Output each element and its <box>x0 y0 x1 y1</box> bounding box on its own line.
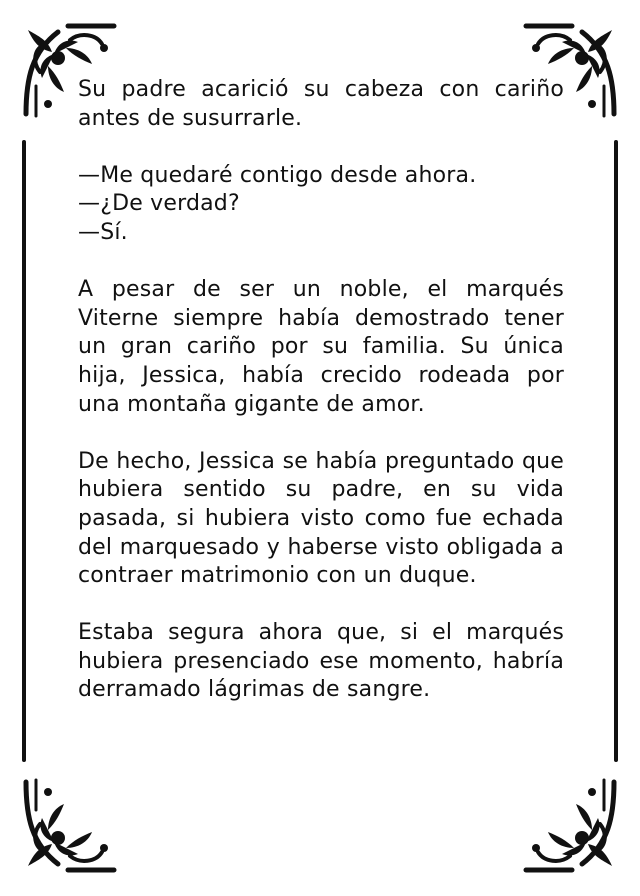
paragraph: Estaba segura ahora que, si el marqués hubiera presenciado ese momento, habría derramado lágrimas de sangre. <box>78 620 564 703</box>
dialogue-line: —Sí. <box>78 219 128 245</box>
corner-ornament-bottom-right <box>518 774 622 878</box>
corner-ornament-bottom-left <box>18 774 122 878</box>
paragraph: Su padre acarició su cabeza con cariño antes de susurrarle. <box>78 77 564 131</box>
paragraph: A pesar de ser un noble, el marqués Viterne siempre había demostrado tener un gran cariño por su familia. Su única hija, Jessica, había crecido rodeada por una montaña gigante de amor. <box>78 277 564 417</box>
body-text <box>78 76 564 705</box>
dialogue-line: —¿De verdad? <box>78 191 240 217</box>
border-left-line <box>22 140 26 762</box>
paragraph: De hecho, Jessica se había preguntado que hubiera sentido su padre, en su vida pasada, si hubiera visto como fue echada del marquesado y haberse visto obligada a contraer matrimonio con un duque. <box>78 448 564 589</box>
dialogue-block <box>78 162 564 248</box>
border-right-line <box>614 140 618 762</box>
dialogue-line: —Me quedaré contigo desde ahora. <box>78 162 477 188</box>
